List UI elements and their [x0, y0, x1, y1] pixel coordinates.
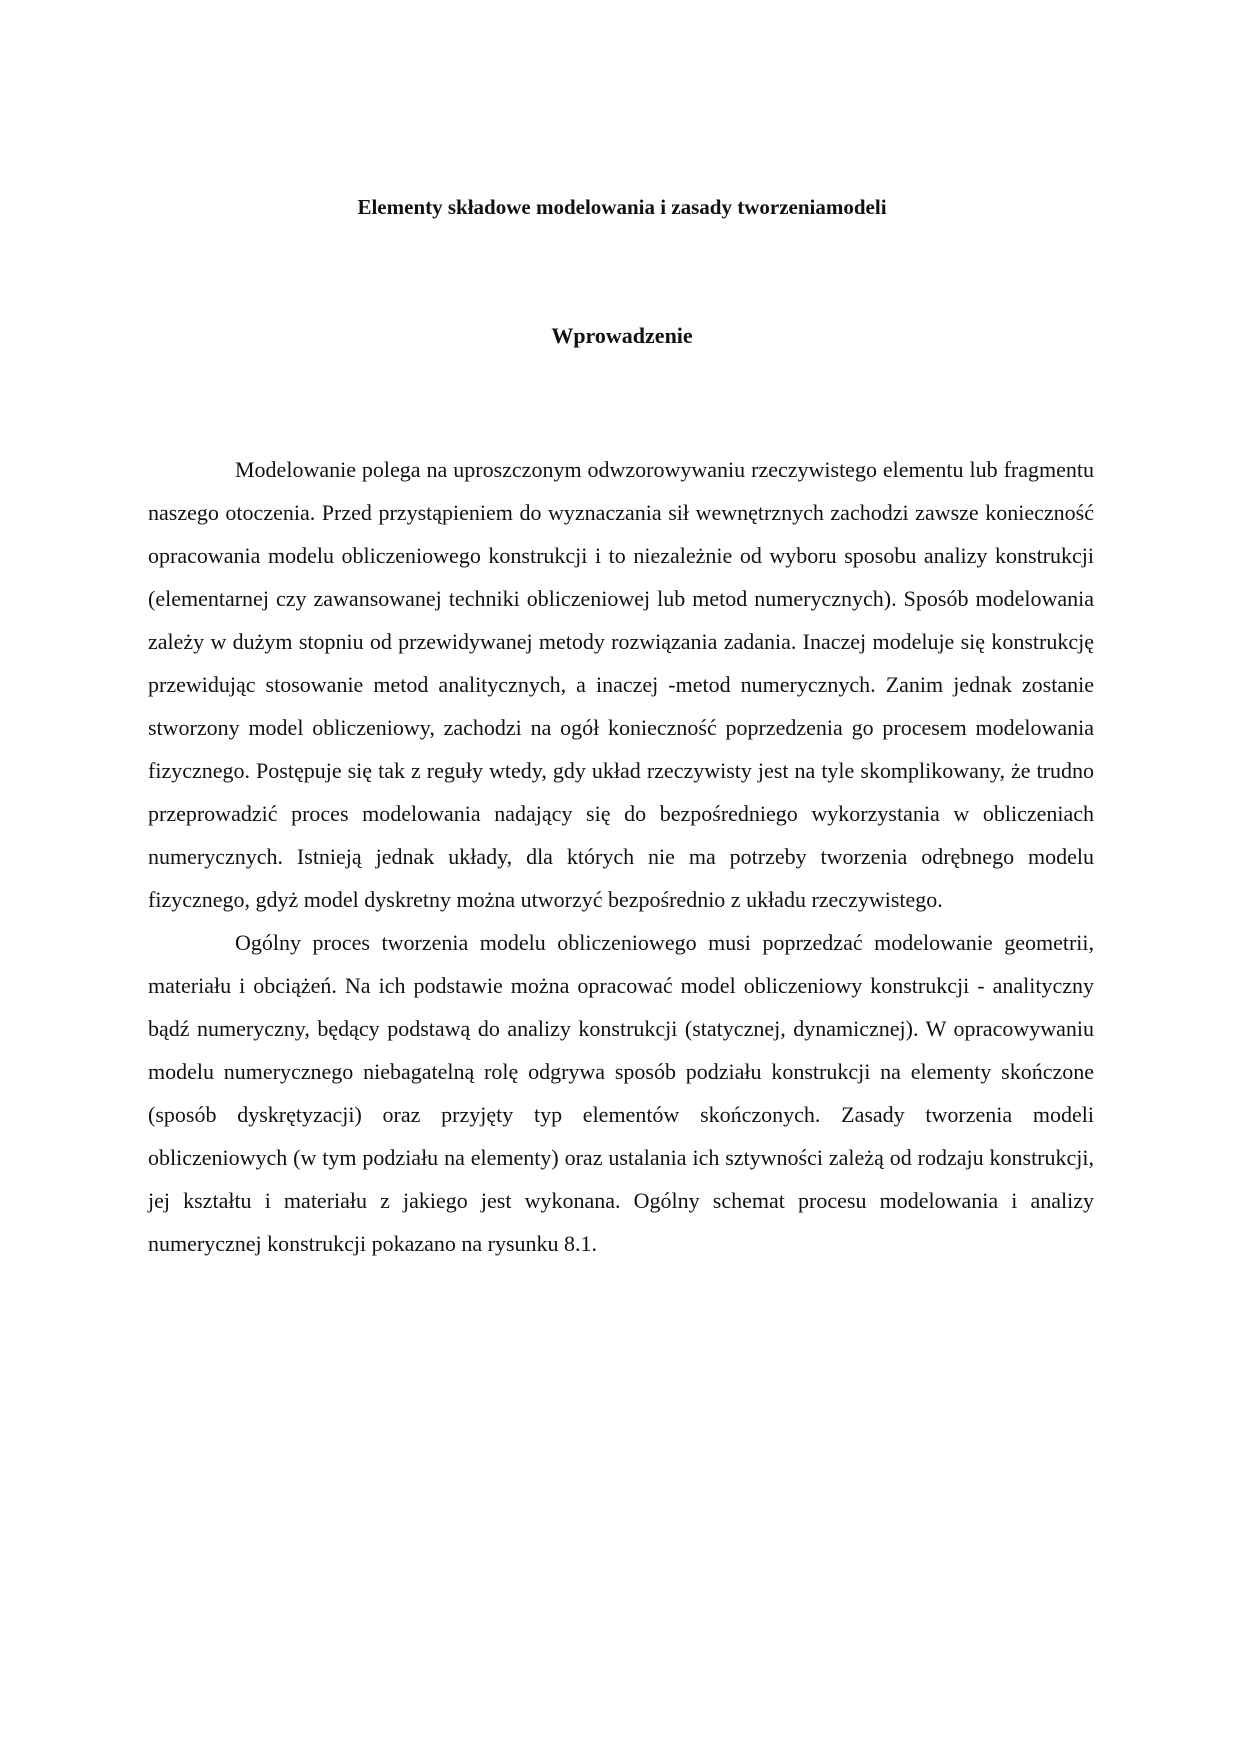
document-body — [148, 448, 1094, 1265]
document-title: Elementy składowe modelowania i zasady tworzeniamodeli — [357, 195, 887, 219]
section-heading: Wprowadzenie — [551, 323, 693, 348]
paragraph: Ogólny proces tworzenia modelu obliczeniowego musi poprzedzać modelowanie geometrii, materiału i obciążeń. Na ich podstawie można opracować model obliczeniowy konstrukcji - analityczny bądź numeryczny, będący podstawą do analizy konstrukcji (statycznej, dynamicznej). W opracowywaniu modelu numerycznego niebagatelną rolę odgrywa sposób podziału konstrukcji na elementy skończone (sposób dyskrętyzacji) oraz przyjęty typ elementów skończonych. Zasady tworzenia modeli obliczeniowych (w tym podziału na elementy) oraz ustalania ich sztywności zależą od rodzaju konstrukcji, jej kształtu i materiału z jakiego jest wykonana. Ogólny schemat procesu modelowania i analizy numerycznej konstrukcji pokazano na rysunku 8.1. — [148, 930, 1094, 1256]
paragraph: Modelowanie polega na uproszczonym odwzorowywaniu rzeczywistego elementu lub fragmentu naszego otoczenia. Przed przystąpieniem do wyznaczania sił wewnętrznych zachodzi zawsze konieczność opracowania modelu obliczeniowego konstrukcji i to niezależnie od wyboru sposobu analizy konstrukcji (elementarnej czy zawansowanej techniki obliczeniowej lub metod numerycznych). Sposób modelowania zależy w dużym stopniu od przewidywanej metody rozwiązania zadania. Inaczej modeluje się konstrukcję przewidując stosowanie metod analitycznych, a inaczej -metod numerycznych. Zanim jednak zostanie stworzony model obliczeniowy, zachodzi na ogół konieczność poprzedzenia go procesem modelowania fizycznego. Postępuje się tak z reguły wtedy, gdy układ rzeczywisty jest na tyle skomplikowany, że trudno przeprowadzić proces modelowania nadający się do bezpośredniego wykorzystania w obliczeniach numerycznych. Istnieją jednak układy, dla których nie ma potrzeby tworzenia odrębnego modelu fizycznego, gdyż model dyskretny można utworzyć bezpośrednio z układu rzeczywistego. — [148, 457, 1094, 912]
